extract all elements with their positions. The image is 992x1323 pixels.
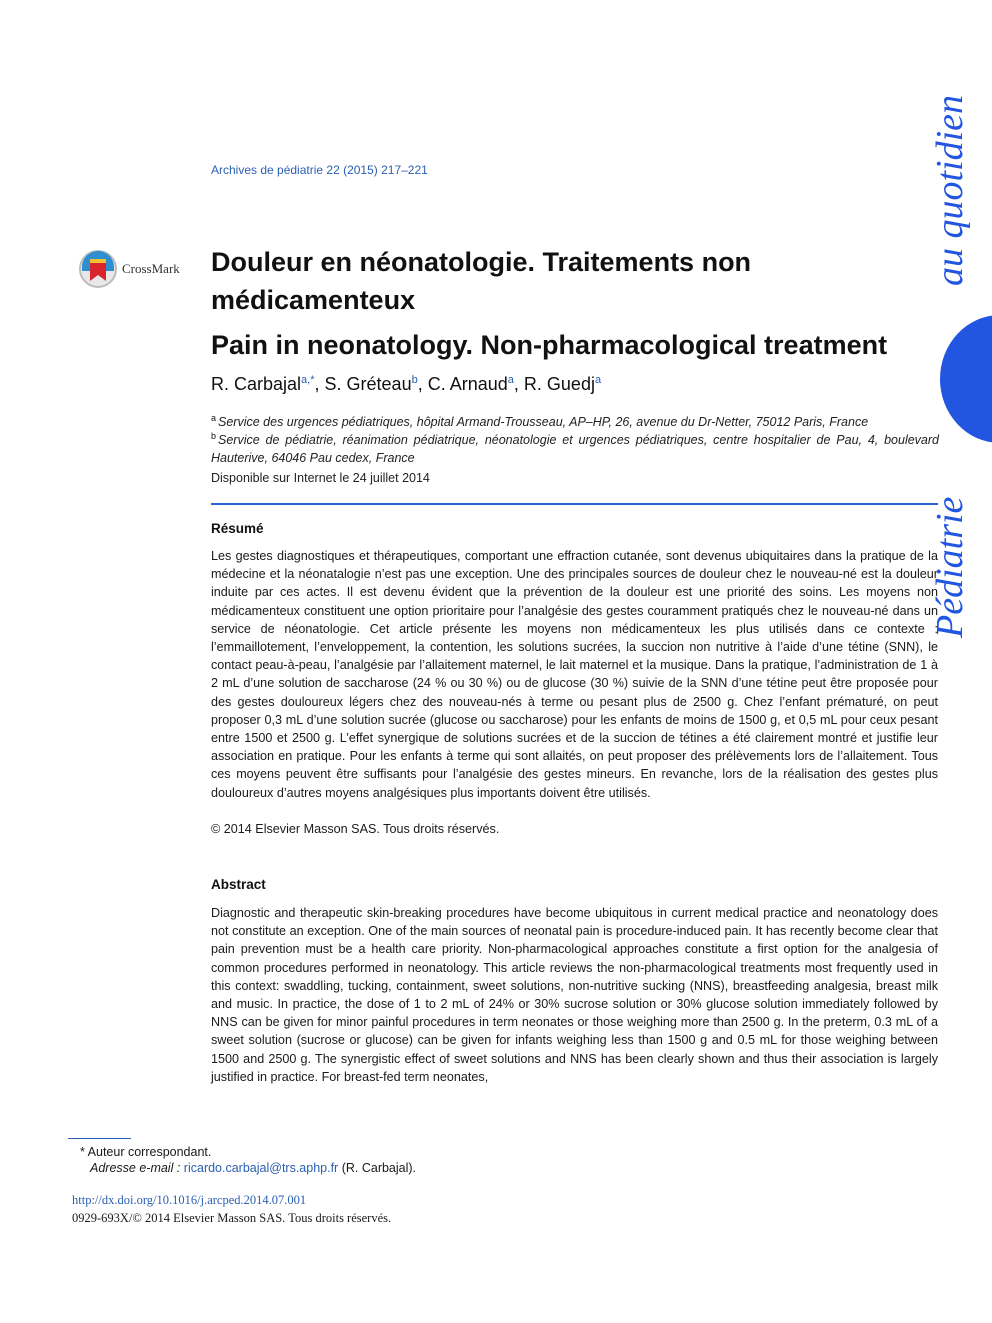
resume-heading: Résumé [211,521,264,536]
header-divider [211,503,938,505]
author-affiliation-mark[interactable]: a [507,374,514,386]
abstract-heading: Abstract [211,877,266,892]
article-title-fr: Douleur en néonatologie. Traitements non médicamenteux [211,247,752,315]
affiliation-mark: b [211,431,217,441]
doi-link[interactable]: http://dx.doi.org/10.1016/j.arcped.2014.07.001 [72,1193,307,1207]
author-name[interactable]: R. Carbajal [211,374,302,394]
footnote-mark: * [80,1145,85,1159]
resume-copyright: © 2014 Elsevier Masson SAS. Tous droits réservés. [211,822,500,836]
author-name[interactable]: R. Guedj [523,374,595,394]
affiliation-b [211,427,939,467]
footnote-divider [68,1138,131,1139]
journal-reference[interactable]: Archives de pédiatrie 22 (2015) 217–221 [211,163,428,177]
author-affiliation-mark[interactable]: b [411,374,418,386]
author-name[interactable]: C. Arnaud [427,374,508,394]
crossmark-icon [78,249,118,289]
author-list [211,374,931,395]
affiliation-text: Service des urgences pédiatriques, hôpital Armand-Trousseau, AP–HP, 26, avenue du Dr-Netter, 75012 Paris, France [218,415,869,430]
footnote-corresponding-text: Auteur correspondant. [87,1145,212,1159]
side-label-au-quotidien [924,88,974,288]
crossmark-badge[interactable] [78,248,190,290]
footnote-corresponding [80,1145,211,1159]
author-separator: , [417,374,428,394]
issn-copyright: 0929-693X/© 2014 Elsevier Masson SAS. Tous droits réservés. [72,1211,392,1225]
available-online-date: Disponible sur Internet le 24 juillet 2014 [211,471,430,485]
author-separator: , [513,374,524,394]
resume-text: Les gestes diagnostiques et thérapeutiques, comportant une effraction cutanée, sont devenus ubiquitaires dans la pratique de la médecine et la néonatalogie n’est pas une exception. Une des principales sources de douleur chez le nouveau-né est la douleur induite par ces actes. Il est devenu évident que la prévention de la douleur est une priorité des soins. Les moyens non médicamenteux constituent une option prioritaire pour l’analgésie des gestes couramment pratiqués chez le nouveau-né dans un service de néonatologie. Cet article présente les moyens non médicamenteux les plus utilisés dans ce contexte : l’emmaillotement, l’enveloppement, la contention, les solutions sucrées, la succion non nutritive à l’aide d’une tétine (SNN), le contact peau-à-peau, l’analgésie par l’allaitement maternel, le lait maternel et la musique. Dans la pratique, l’administration de 1 à 2 mL d’une solution de saccharose (24 % ou 30 %) ou de glucose (30 %) suivie de la SNN d’une tétine peut être proposée pour des gestes douloureux légers chez des nouveau-nés à terme ou pesant plus de 2500 g. Chez l’enfant prématuré, on peut proposer 0,3 mL d’une solution sucrée (glucose ou saccharose) pour les enfants de moins de 1500 g, et 0,5 mL pour ceux pesant entre 1500 et 2500 g. L’effet synergique de solutions sucrées et de la succion de tétines a été clairement montré et justifie leur association en pratique. Pour les enfants à terme qui sont allaités, on peut proposer des prélèvements lors de l’allaitement. Tous ces moyens peuvent être suffisants pour l’analgésie des gestes mineurs. En revanche, lors de la réalisation des gestes plus douloureux d’autres moyens analgésiques plus importants doivent être utilisés. [211,549,938,800]
author-name[interactable]: S. Gréteau [324,374,412,394]
email-link[interactable]: ricardo.carbajal@trs.aphp.fr [183,1161,339,1175]
side-label-text: au quotidien [929,94,971,286]
affiliation-mark: a [211,413,217,423]
article-title-en: Pain in neonatology. Non-pharmacological treatment [211,330,888,360]
side-label-pediatrie [924,470,974,640]
affiliation-text: Service de pédiatrie, réanimation pédiatrique, néonatologie et urgences pédiatriques, centre hospitalier de Pau, 4, boulevard Hauterive, 64046 Pau cedex, France [211,433,939,466]
footnote-email [90,1161,416,1175]
author-separator: , [314,374,325,394]
crossmark-label: CrossMark [122,261,180,276]
author-affiliation-mark[interactable]: a,* [301,374,315,386]
email-owner: (R. Carbajal). [341,1161,417,1175]
abstract-text: Diagnostic and therapeutic skin-breaking procedures have become ubiquitous in current medical practice and neonatology does not constitute an exception. One of the main sources of neonatal pain is procedure-induced pain. It has recently become clear that pain prevention must be a health care priority. Non-pharmacological approaches constitute a first option for the analgesia of common procedures performed in neonatology. This article reviews the non-pharmacological treatments most frequently used in this context: swaddling, tucking, containment, sweet solutions, non-nutritive sucking (NNS), breastfeeding analgesia, breast milk and music. In practice, the dose of 1 to 2 mL of 24% or 30% sucrose solution or 30% glucose solution immediately followed by NNS can be given for minor painful procedures in term neonates or those weighing more than 2500 g. In the preterm, 0.3 mL of a sweet solution (sucrose or glucose) can be given for infants weighing less than 1500 g and 0.5 mL for those weighing between 1500 and 2500 g. The synergistic effect of sweet solutions and NNS has been clearly shown and thus their association is largely justified in practice. For breast-fed term neonates, [211,906,938,1084]
side-label-text: Pédiatrie [929,496,971,638]
email-label: Adresse e-mail : [90,1161,181,1175]
author-affiliation-mark[interactable]: a [594,374,602,386]
